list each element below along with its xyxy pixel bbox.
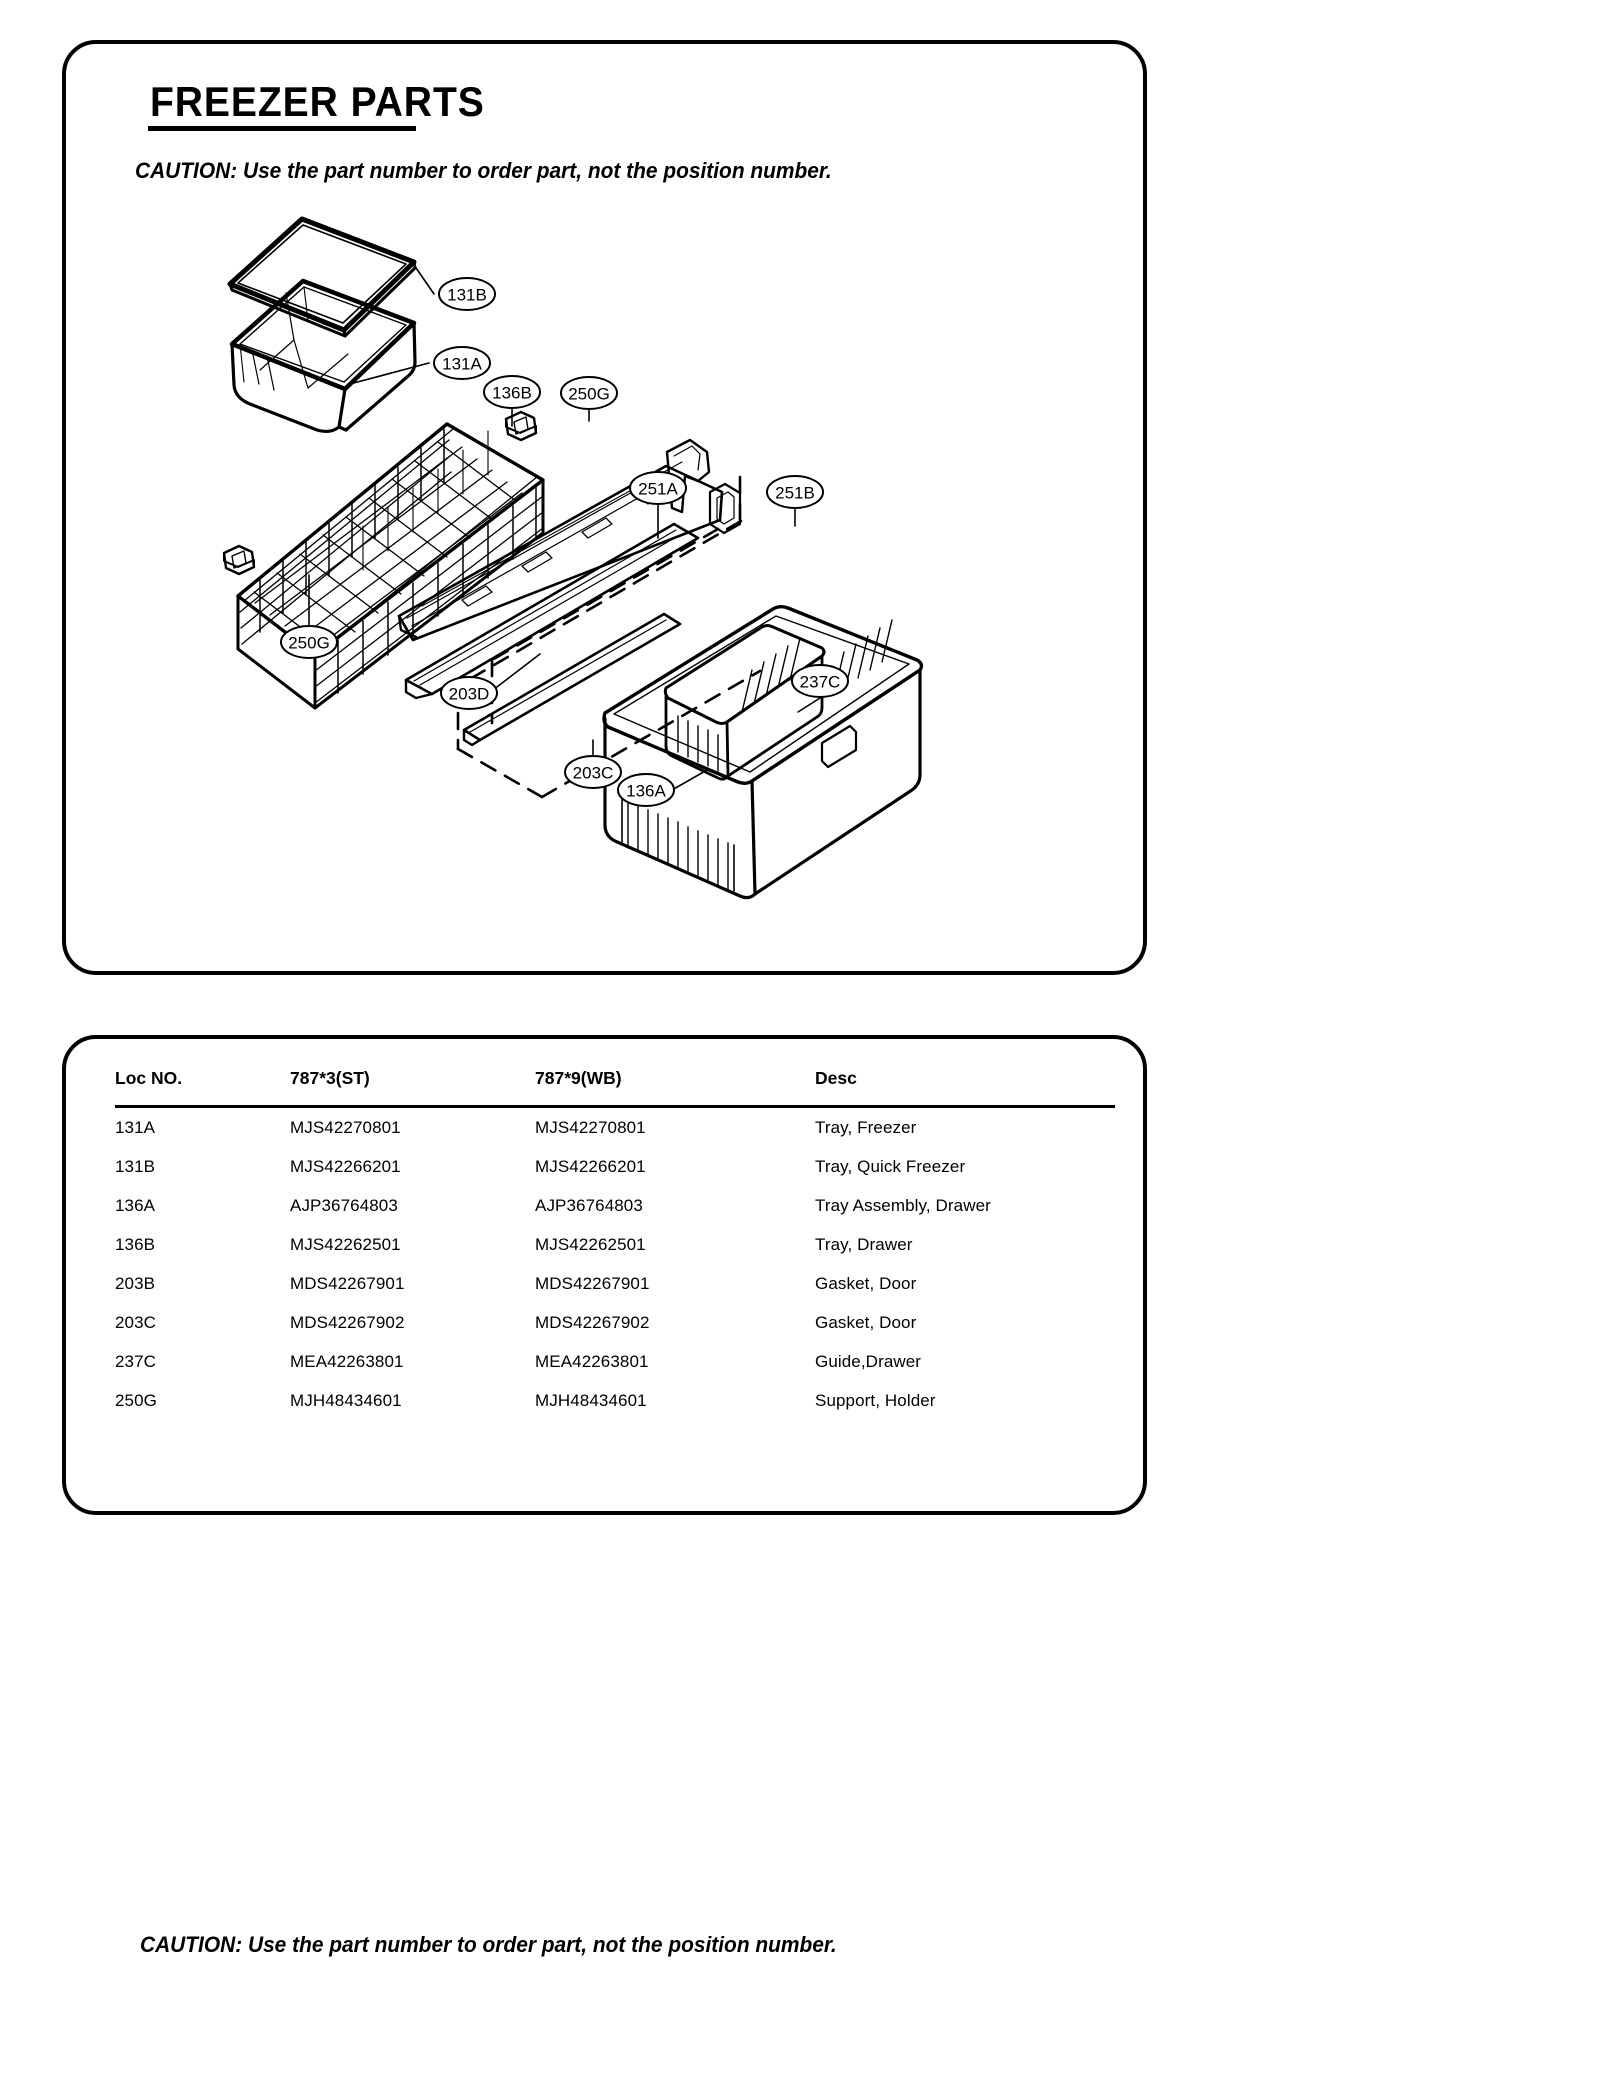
- callout-label: 203C: [572, 763, 614, 783]
- part-location-number: 203C: [115, 1313, 157, 1332]
- part-description: Tray Assembly, Drawer: [815, 1196, 991, 1215]
- callout-balloon-131b: [439, 278, 495, 310]
- callout-label: 131A: [442, 354, 482, 374]
- part-number-wb: MJS42262501: [535, 1235, 646, 1254]
- part-number-wb: MJH48434601: [535, 1391, 647, 1410]
- callout-balloon-250g: [561, 377, 617, 409]
- caution-note-top: CAUTION: Use the part number to order part, not the position number.: [135, 158, 832, 183]
- part-number-st: AJP36764803: [290, 1196, 398, 1215]
- part-description: Support, Holder: [815, 1391, 936, 1410]
- callout-balloon-203c: [565, 756, 621, 788]
- part-location-number: 203B: [115, 1274, 156, 1293]
- callout-label: 250G: [568, 384, 610, 404]
- part-location-number: 131B: [115, 1157, 156, 1176]
- callout-balloon-131a: [434, 347, 490, 379]
- caution-note-bottom: CAUTION: Use the part number to order part, not the position number.: [140, 1932, 837, 1957]
- callout-label: 251A: [638, 479, 678, 499]
- part-number-st: MDS42267902: [290, 1313, 405, 1332]
- part-description: Tray, Freezer: [815, 1118, 917, 1137]
- callout-balloon-203d: [441, 677, 497, 709]
- callout-label: 131B: [447, 285, 487, 305]
- part-description: Tray, Quick Freezer: [815, 1157, 966, 1176]
- table-row: [115, 1342, 1115, 1381]
- callout-label: 251B: [775, 483, 815, 503]
- part-number-wb: AJP36764803: [535, 1196, 643, 1215]
- callout-label: 136A: [626, 781, 666, 801]
- part-136b-wire-basket: [238, 424, 543, 708]
- part-250g-support-holder-top: [506, 412, 536, 440]
- part-250g-support-holder-bottom: [224, 546, 254, 574]
- part-number-wb: MEA42263801: [535, 1352, 649, 1371]
- callout-balloon-237c: [792, 665, 848, 697]
- callout-balloon-136b: [484, 376, 540, 408]
- part-location-number: 237C: [115, 1352, 157, 1371]
- part-location-number: 131A: [115, 1118, 156, 1137]
- column-header-loc-no: Loc NO.: [115, 1068, 183, 1088]
- part-number-st: MJH48434601: [290, 1391, 402, 1410]
- table-row: [115, 1147, 1115, 1186]
- part-description: Gasket, Door: [815, 1313, 917, 1332]
- callout-label: 250G: [288, 633, 330, 653]
- exploded-parts-diagram: [62, 40, 1147, 975]
- part-237c-drawer-guide: [665, 626, 824, 780]
- table-row: [115, 1303, 1115, 1342]
- table-body: [115, 1107, 1115, 1421]
- part-number-st: MDS42267901: [290, 1274, 405, 1293]
- part-description: Gasket, Door: [815, 1274, 917, 1293]
- page-title: FREEZER PARTS: [150, 78, 485, 125]
- table-row: [115, 1381, 1115, 1420]
- part-number-st: MJS42270801: [290, 1118, 401, 1137]
- part-location-number: 136A: [115, 1196, 156, 1215]
- table-row: [115, 1225, 1115, 1264]
- callout-balloon-136a: [618, 774, 674, 806]
- callout-label: 237C: [799, 672, 841, 692]
- part-131a-freezer-tray: [232, 281, 415, 431]
- part-136a-drawer-tray-assembly: [604, 607, 921, 898]
- part-number-wb: MJS42270801: [535, 1118, 646, 1137]
- callout-balloon-251b: [767, 476, 823, 508]
- callout-balloon-251a: [630, 472, 686, 504]
- column-header-desc: Desc: [815, 1068, 857, 1088]
- callout-label: 203D: [448, 684, 490, 704]
- table-row: [115, 1264, 1115, 1303]
- column-header-787-3-st: 787*3(ST): [290, 1068, 370, 1088]
- part-location-number: 250G: [115, 1391, 157, 1410]
- table-header-row: [115, 1068, 1115, 1107]
- part-description: Tray, Drawer: [815, 1235, 913, 1254]
- callout-label: 136B: [492, 383, 532, 403]
- part-number-st: MJS42266201: [290, 1157, 401, 1176]
- table-row: [115, 1186, 1115, 1225]
- part-number-st: MEA42263801: [290, 1352, 404, 1371]
- column-header-787-9-wb: 787*9(WB): [535, 1068, 622, 1088]
- table-row: [115, 1107, 1115, 1148]
- table-header: [115, 1068, 1115, 1107]
- part-number-wb: MDS42267902: [535, 1313, 650, 1332]
- part-description: Guide,Drawer: [815, 1352, 922, 1371]
- part-location-number: 136B: [115, 1235, 156, 1254]
- parts-table: [115, 1068, 1115, 1420]
- part-number-wb: MJS42266201: [535, 1157, 646, 1176]
- part-number-st: MJS42262501: [290, 1235, 401, 1254]
- part-number-wb: MDS42267901: [535, 1274, 650, 1293]
- callout-balloon-250g: [281, 626, 337, 658]
